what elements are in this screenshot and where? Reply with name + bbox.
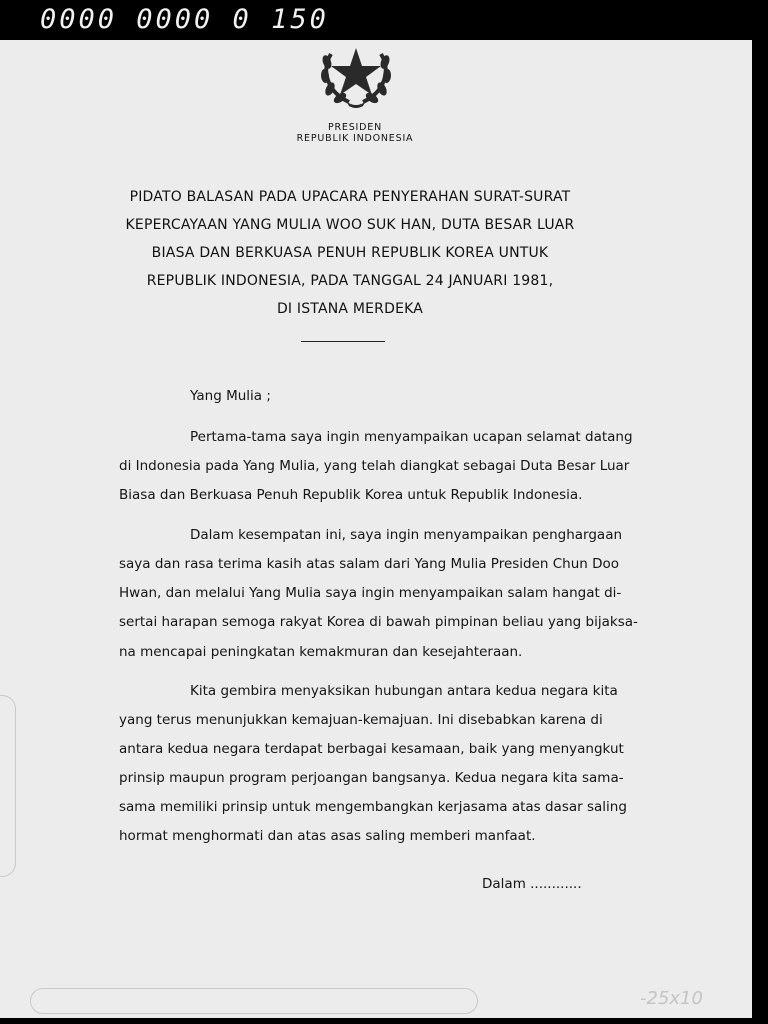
- salutation: Yang Mulia ;: [190, 388, 271, 404]
- title-divider: [301, 341, 385, 342]
- microfilm-frame-number: 0000 0000 0 150: [40, 4, 329, 35]
- body-line: antara kedua negara terdapat berbagai kesamaan, baik yang menyangkut: [119, 741, 624, 757]
- body-line: prinsip maupun program perjoangan bangsanya. Kedua negara kita sama-: [119, 770, 624, 786]
- office-line-republik: REPUBLIK INDONESIA: [296, 133, 414, 144]
- office-heading: [250, 122, 460, 144]
- body-line: Biasa dan Berkuasa Penuh Republik Korea untuk Republik Indonesia.: [119, 487, 583, 503]
- title-line: REPUBLIK INDONESIA, PADA TANGGAL 24 JANUARI 1981,: [146, 273, 554, 289]
- office-line-presiden: PRESIDEN: [328, 122, 382, 133]
- catchword: Dalam ............: [482, 876, 582, 892]
- corner-mark: -25x10: [640, 988, 703, 1009]
- title-line: KEPERCAYAAN YANG MULIA WOO SUK HAN, DUTA BESAR LUAR: [125, 217, 575, 233]
- body-line: sama memiliki prinsip untuk mengembangkan kerjasama atas dasar saling: [119, 799, 627, 815]
- speech-title: [110, 183, 590, 323]
- body-line: saya dan rasa terima kasih atas salam dari Yang Mulia Presiden Chun Doo: [119, 556, 620, 572]
- garuda-star-wreath-emblem-icon: [313, 40, 399, 110]
- title-line: DI ISTANA MERDEKA: [276, 301, 424, 317]
- body-line: Hwan, dan melalui Yang Mulia saya ingin menyampaikan salam hangat di-: [119, 585, 622, 601]
- document-page: [0, 40, 752, 1018]
- body-line: Dalam kesempatan ini, saya ingin menyampaikan penghargaan: [190, 527, 623, 543]
- body-line: hormat menghormati dan atas asas saling memberi manfaat.: [119, 828, 536, 844]
- page-bottom-mark: [30, 988, 478, 1014]
- body-line: sertai harapan semoga rakyat Korea di bawah pimpinan beliau yang bijaksa-: [119, 614, 638, 630]
- body-line: yang terus menunjukkan kemajuan-kemajuan. Ini disebabkan karena di: [119, 712, 603, 728]
- title-line: PIDATO BALASAN PADA UPACARA PENYERAHAN SURAT-SURAT: [129, 189, 571, 205]
- body-line: Pertama-tama saya ingin menyampaikan ucapan selamat datang: [190, 429, 633, 445]
- body-line: na mencapai peningkatan kemakmuran dan kesejahteraan.: [119, 644, 523, 660]
- body-line: Kita gembira menyaksikan hubungan antara kedua negara kita: [190, 683, 618, 699]
- title-line: BIASA DAN BERKUASA PENUH REPUBLIK KOREA UNTUK: [151, 245, 549, 261]
- page-edge-mark: [0, 695, 16, 877]
- body-line: di Indonesia pada Yang Mulia, yang telah diangkat sebagai Duta Besar Luar: [119, 458, 630, 474]
